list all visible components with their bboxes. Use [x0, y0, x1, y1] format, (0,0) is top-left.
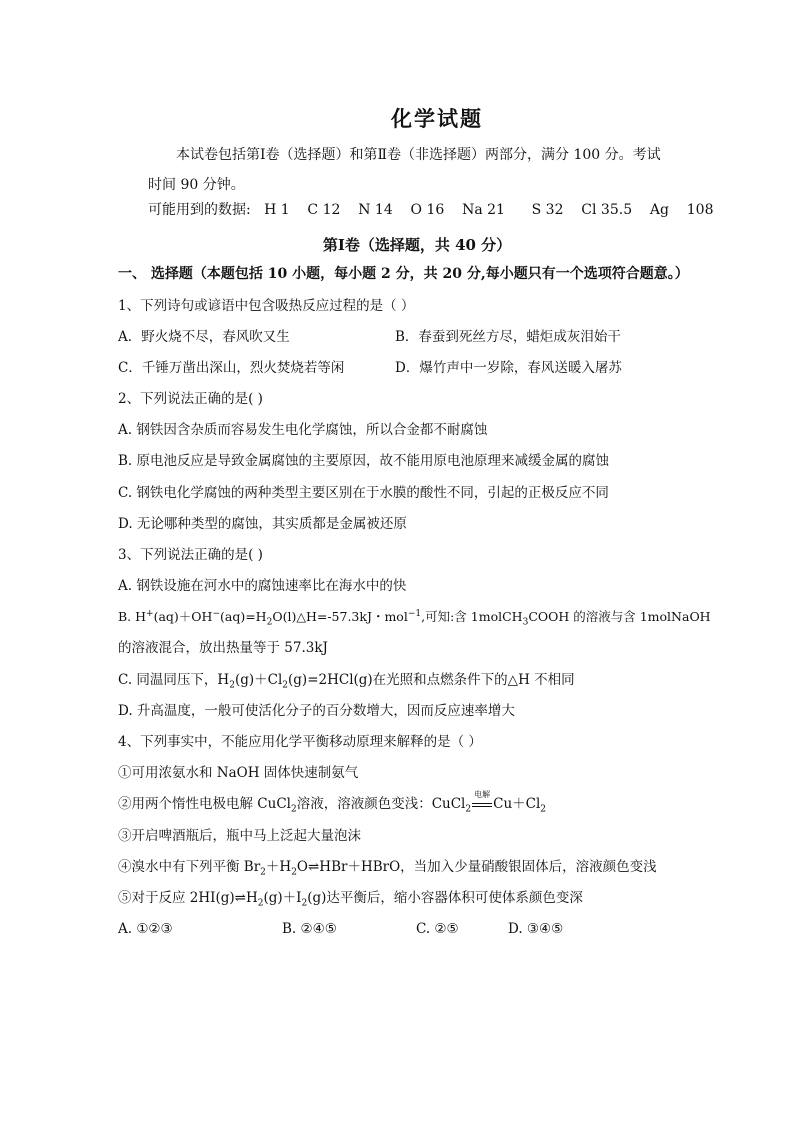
q4-options-row: [118, 920, 563, 938]
q2-option-d: D. 无论哪种类型的腐蚀，其实质都是金属被还原: [118, 516, 407, 532]
q3-option-b: B. $H^+(aq)+OH^-(aq)=H_2O(l)\triangle H=-57.3kJ$・mol$^{-1}$,可知:含 1molCH$_3$COOH 的溶液与含 1molNaOH: [118, 608, 711, 628]
part1-heading: 第Ⅰ卷（选择题，共 40 分）: [322, 236, 512, 254]
q1-stem: 1、下列诗句或谚语中包含吸热反应过程的是（ ）: [118, 298, 415, 314]
q2-stem: 2、下列说法正确的是( ): [118, 391, 263, 407]
electrolysis-arrow: 电解: [471, 795, 493, 813]
intro-line-1: 本试卷包括第Ⅰ卷（选择题）和第Ⅱ卷（非选择题）两部分，满分 100 分。考试: [176, 147, 661, 163]
q4-statement-4: ④溴水中有下列平衡 $Br_2+H_2O\rightleftharpoons HBr+HBrO$，当加入少量硝酸银固体后，溶液颜色变浅: [118, 859, 657, 878]
q2-option-b: B. 原电池反应是导致金属腐蚀的主要原因，故不能用原电池原理来减缓金属的腐蚀: [118, 453, 610, 469]
atomic-mass-data: 可能用到的数据: H 1 C 12 N 14 O 16 Na 21 S 32 Cl 35.5 Ag 108: [148, 202, 714, 218]
q4-option-d: D. ③④⑤: [508, 921, 564, 937]
q4-option-c: C. ②⑤: [416, 921, 459, 937]
q3-option-c: C. 同温同压下，$H_2(g)+Cl_2(g)=2HCl(g)$在光照和点燃条件下的△H 不相同: [118, 672, 575, 691]
q4-statement-1: ①可用浓氨水和 NaOH 固体快速制氨气: [118, 765, 359, 781]
q4-option-b: B. ②④⑤: [282, 921, 337, 937]
q1-options-row-1: [118, 328, 621, 346]
q1-option-a: A．野火烧不尽，春风吹又生: [118, 329, 290, 345]
q4-statement-2: ②用两个惰性电极电解 CuCl$_2$溶液，溶液颜色变浅：CuCl$_2$ 电解 $Cu+Cl_2$: [118, 790, 547, 815]
q4-statement-3: ③开启啤酒瓶后，瓶中马上泛起大量泡沫: [118, 828, 361, 844]
q2-option-c: C. 钢铁电化学腐蚀的两种类型主要区别在于水膜的酸性不同，引起的正极反应不同: [118, 485, 609, 501]
q4-statement-5: ⑤对于反应 $2HI(g)\rightleftharpoons H_2(g)+I_2(g)$达平衡后，缩小容器体积可使体系颜色变深: [118, 890, 583, 909]
q1-option-d: D．爆竹声中一岁除，春风送暖入屠苏: [395, 360, 622, 376]
q1-option-b: B．春蚕到死丝方尽，蜡炬成灰泪始干: [395, 329, 621, 345]
q1-options-row-2: [118, 359, 622, 377]
section1-heading: 一、 选择题（本题包括 10 小题，每小题 2 分，共 20 分,每小题只有一个选项符合题意。）: [118, 266, 689, 282]
q3-option-b-continued: 的溶液混合，放出热量等于 57.3kJ: [118, 640, 328, 656]
q2-option-a: A. 钢铁因含杂质而容易发生电化学腐蚀，所以合金都不耐腐蚀: [118, 422, 488, 438]
page-title: 化学试题: [391, 107, 483, 131]
q3-stem: 3、下列说法正确的是( ): [118, 547, 263, 563]
q4-stem: 4、下列事实中，不能应用化学平衡移动原理来解释的是（ ）: [118, 734, 482, 750]
q1-option-c: C．千锤万凿出深山，烈火焚烧若等闲: [118, 360, 345, 376]
q3-option-a: A. 钢铁设施在河水中的腐蚀速率比在海水中的快: [118, 578, 407, 594]
q4-option-a: A. ①②③: [118, 921, 173, 937]
q3-option-d: D. 升高温度，一般可使活化分子的百分数增大，因而反应速率增大: [118, 703, 515, 719]
intro-line-2: 时间 90 分钟。: [148, 177, 245, 193]
